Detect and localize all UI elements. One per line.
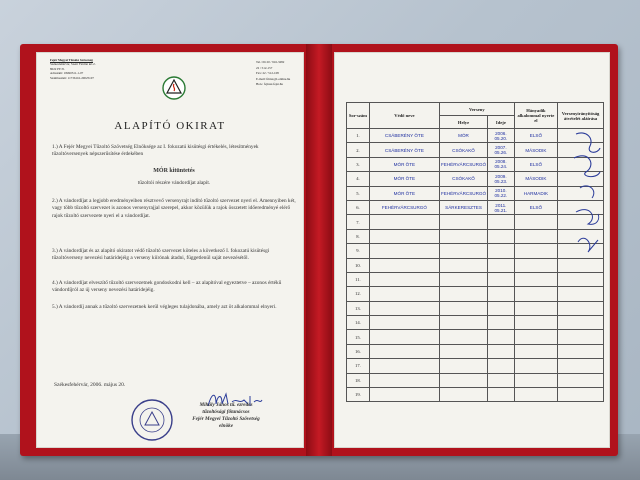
win-count — [514, 287, 557, 301]
row-number: 8. — [347, 229, 370, 243]
team-name — [369, 301, 439, 315]
row-number: 3. — [347, 157, 370, 171]
win-count — [514, 316, 557, 330]
competition-place — [439, 215, 487, 229]
competition-place — [439, 229, 487, 243]
competition-date — [488, 244, 515, 258]
competition-date — [488, 359, 515, 373]
trophy-name: MÓR kitüntetés — [153, 168, 195, 174]
org-name: Fejér Megyei Tűzoltó Szövetség — [50, 58, 93, 62]
win-count — [514, 344, 557, 358]
team-name — [369, 388, 439, 402]
handwritten-signatures-icon — [546, 128, 602, 278]
row-number: 9. — [347, 244, 370, 258]
address-line: Számlaszám: 11736116-20025107 — [50, 75, 94, 80]
competition-date — [488, 301, 515, 315]
team-name: FEHÉRVÁRCSURGÓ — [369, 200, 439, 214]
team-name — [369, 272, 439, 286]
win-count: ELSŐ — [514, 157, 557, 171]
contact-line: Fax: 22 / 512-108 — [256, 71, 279, 76]
competition-date — [488, 316, 515, 330]
col-header-time: Ideje — [488, 116, 515, 129]
competition-date: 2007. 05.26. — [488, 143, 515, 157]
competition-date — [488, 330, 515, 344]
win-count — [514, 373, 557, 387]
competition-date: 2006. 05.20. — [488, 129, 515, 143]
contact-line: Tel.: 06 20 / 916-3282 — [256, 60, 285, 64]
contact-line: 22 / 512-157 — [256, 65, 273, 70]
fire-association-logo-icon — [162, 76, 186, 100]
row-number: 14. — [347, 316, 370, 330]
col-header-place: Helye — [439, 116, 487, 129]
competition-place — [439, 330, 487, 344]
contact-line: E-mail: fmtsz@t-online.hu — [256, 76, 291, 81]
charter-title: ALAPÍTÓ OKIRAT — [114, 120, 226, 132]
team-name — [369, 344, 439, 358]
receipt-signature — [558, 316, 604, 330]
competition-date: 2011. 05.21. — [488, 200, 515, 214]
competition-date — [488, 287, 515, 301]
competition-place — [439, 301, 487, 315]
signer-block — [156, 402, 296, 430]
contact-line: Hon.: fejtusz.fejer.hu — [256, 82, 283, 87]
win-count — [514, 330, 557, 344]
letterhead-contact — [256, 60, 302, 88]
team-name: MÓR ÖTE — [369, 186, 439, 200]
receipt-signature — [558, 388, 604, 402]
competition-place — [439, 344, 487, 358]
receipt-signature — [558, 330, 604, 344]
competition-place: MÓR — [439, 129, 487, 143]
row-number: 11. — [347, 272, 370, 286]
competition-date — [488, 373, 515, 387]
competition-place: SÁRKERESZTES — [439, 200, 487, 214]
competition-place — [439, 258, 487, 272]
team-name — [369, 359, 439, 373]
founding-charter-page — [36, 52, 304, 448]
row-number: 5. — [347, 186, 370, 200]
row-number: 4. — [347, 172, 370, 186]
row-number: 2. — [347, 143, 370, 157]
col-header-team: Védő neve — [369, 103, 439, 129]
team-name: MÓR ÖTE — [369, 172, 439, 186]
team-name — [369, 316, 439, 330]
competition-date — [488, 229, 515, 243]
row-number: 7. — [347, 215, 370, 229]
charter-paragraph-3: 3.) A vándordíjat és az alapító okiratot védő tűzoltó szervezet köteles a következő I. fokozatú kisütésgi tűzoltóverseny nevezési határidejéig a verseny kiírónak átadni, függetlenül saját nevezésétől. — [52, 248, 270, 262]
table-row — [347, 301, 604, 315]
address-line: Székesfehérvár, Szent Flórián krt.2. — [50, 62, 96, 67]
table-row — [347, 330, 604, 344]
win-count: MÁSODIK — [514, 172, 557, 186]
col-header-no: Sor-szám — [347, 103, 370, 129]
competition-date: 2008. 05.24. — [488, 157, 515, 171]
row-number: 6. — [347, 200, 370, 214]
row-number: 1. — [347, 129, 370, 143]
competition-place — [439, 272, 487, 286]
signer-line: Fejér Megyei Tűzoltó Szövetség — [192, 416, 260, 422]
win-count: HARMADIK — [514, 186, 557, 200]
place-and-date: Székesfehérvár, 2006. május 20. — [54, 382, 126, 388]
receipt-signature — [558, 373, 604, 387]
competition-place: CSÓKAKŐ — [439, 172, 487, 186]
team-name — [369, 330, 439, 344]
row-number: 15. — [347, 330, 370, 344]
letterhead-address — [50, 58, 142, 80]
charter-paragraph-4: 4.) A vándordíjat elveszítő tűzoltó szervezetnek gondoskodni kell – az alapítóval egyeztetve – azonos értékű vándordíjról az új verseny nevezési határidejéig. — [52, 280, 282, 294]
table-row — [347, 287, 604, 301]
team-name — [369, 258, 439, 272]
competition-place: CSÓKAKŐ — [439, 143, 487, 157]
row-number: 16. — [347, 344, 370, 358]
win-count — [514, 359, 557, 373]
table-row — [347, 316, 604, 330]
receipt-signature — [558, 301, 604, 315]
address-line: 8022 PF.:8. — [50, 66, 65, 71]
competition-place — [439, 244, 487, 258]
charter-paragraph-1: 1.) A Fejér Megyei Tűzoltó Szövetség Elnöksége az I. fokozatú kisütésgi értékelés, létesítmények tűzoltóversenyek népszerűsítése érdekében — [52, 144, 259, 158]
col-header-verseny: Verseny — [439, 103, 514, 116]
competition-date — [488, 215, 515, 229]
competition-place — [439, 359, 487, 373]
signer-line: Mihály János tű. ezredes — [199, 402, 253, 408]
team-name: MÓR ÖTE — [369, 157, 439, 171]
team-name — [369, 229, 439, 243]
team-name — [369, 215, 439, 229]
winners-register-page — [334, 52, 610, 448]
row-number: 12. — [347, 287, 370, 301]
competition-place: FEHÉRVÁRCSURGÓ — [439, 157, 487, 171]
receipt-signature — [558, 344, 604, 358]
competition-date — [488, 388, 515, 402]
col-header-receipt: Versenyirányítóság átvételét aláírása — [558, 103, 604, 129]
charter-paragraph-2: 2.) A vándordíjat a legjobb eredményeiben résztvevő versenyrajt indító tűzoltó szervezet nyeri el. Amennyiben két, vagy több tűzoltó szervezet is azonos versenyrajjal szerepel, akkor közülük a rajok összetett időeredményé elérő rajok tűzoltó szervezete nyeri el a vándordíjat. — [52, 198, 296, 219]
signer-line: elnöke — [218, 423, 234, 429]
table-row — [347, 373, 604, 387]
team-name — [369, 373, 439, 387]
competition-place — [439, 388, 487, 402]
win-count — [514, 388, 557, 402]
team-name: CSÁBERÉNY ÖTE — [369, 129, 439, 143]
competition-date — [488, 344, 515, 358]
team-name — [369, 244, 439, 258]
charter-paragraph-5: 5.) A vándordíj annak a tűzoltó szervezetnek kerül végleges tulajdonába, amely azt öt alkalommal elnyeri. — [52, 304, 277, 310]
row-number: 10. — [347, 258, 370, 272]
row-number: 13. — [347, 301, 370, 315]
table-row — [347, 344, 604, 358]
receipt-signature — [558, 287, 604, 301]
row-number: 17. — [347, 359, 370, 373]
win-count: ELSŐ — [514, 129, 557, 143]
table-row — [347, 388, 604, 402]
competition-place — [439, 316, 487, 330]
win-count — [514, 301, 557, 315]
row-number: 18. — [347, 373, 370, 387]
competition-place — [439, 287, 487, 301]
competition-date: 2009. 05.23. — [488, 172, 515, 186]
win-count: ELSŐ — [514, 200, 557, 214]
folder-spine — [306, 44, 332, 456]
table-row — [347, 359, 604, 373]
col-header-nth: Hányadik alkalommal nyerte el — [514, 103, 557, 129]
signer-line: tűzoltósági főtanácsos — [202, 409, 250, 415]
competition-date: 2010. 05.22. — [488, 186, 515, 200]
competition-place: FEHÉRVÁRCSURGÓ — [439, 186, 487, 200]
address-line: Adószám: 18490311-1-07 — [50, 71, 84, 76]
competition-place — [439, 373, 487, 387]
competition-date — [488, 272, 515, 286]
win-count: MÁSODIK — [514, 143, 557, 157]
competition-date — [488, 258, 515, 272]
trophy-subtitle: tűzoltói részére vándordíjat alapít. — [137, 180, 211, 186]
row-number: 19. — [347, 388, 370, 402]
receipt-signature — [558, 359, 604, 373]
team-name — [369, 287, 439, 301]
team-name: CSÁBERÉNY ÖTE — [369, 143, 439, 157]
